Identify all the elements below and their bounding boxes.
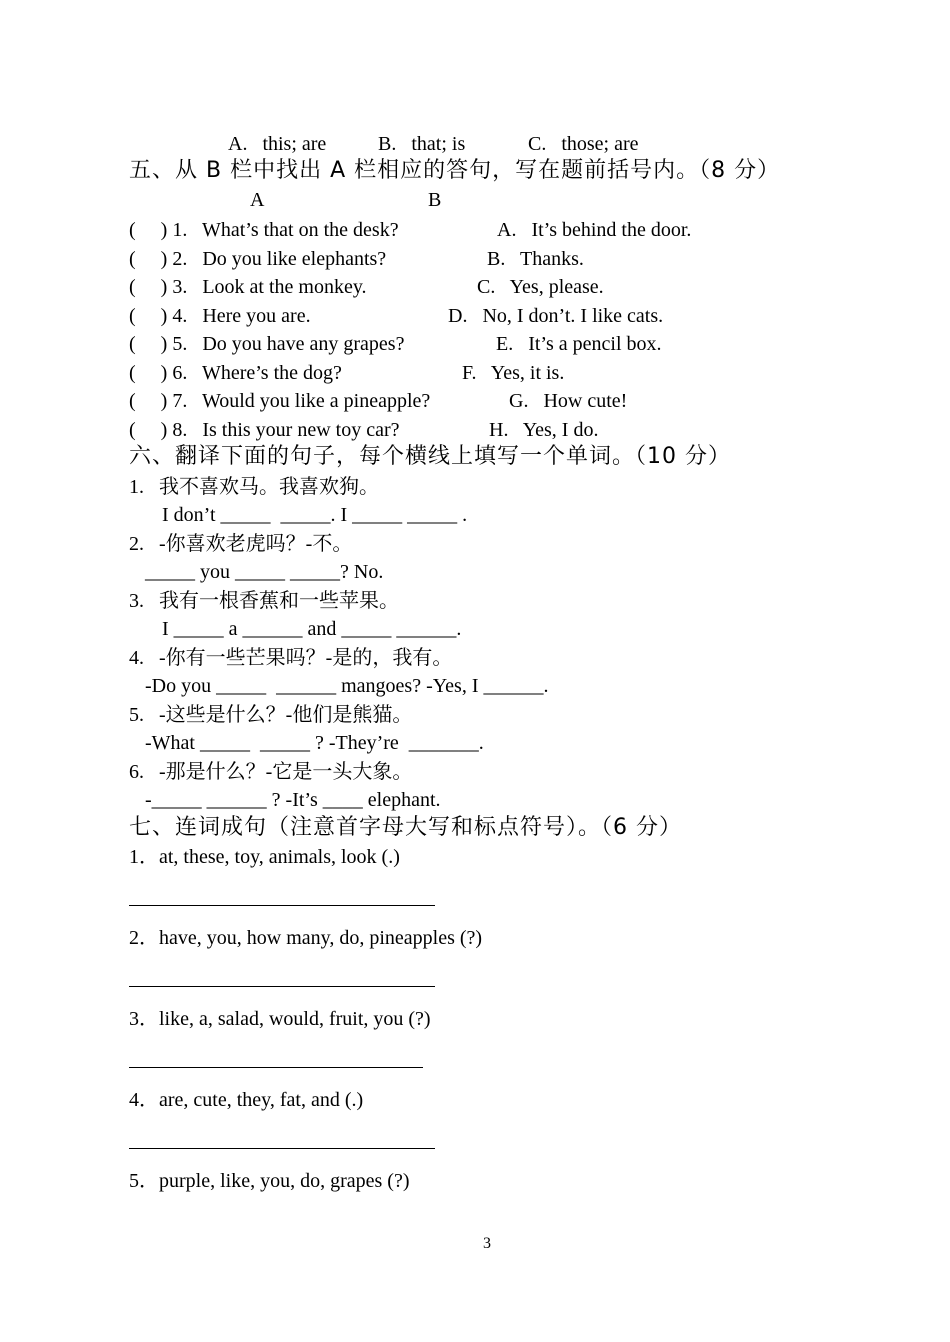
match-question: ( ) 7. Would you like a pineapple? — [129, 390, 431, 412]
match-answer: A. It’s behind the door. — [497, 219, 692, 241]
translate-blank-line: I don’t _____ _____. I _____ _____ . — [162, 504, 468, 526]
answer-line — [129, 986, 435, 987]
match-question: ( ) 2. Do you like elephants? — [129, 248, 387, 270]
match-question: ( ) 8. Is this your new toy car? — [129, 419, 400, 441]
match-answer: D. No, I don’t. I like cats. — [448, 305, 664, 327]
match-answer: G. How cute! — [509, 390, 628, 412]
translate-prompt: 3. 我有一根香蕉和一些苹果。 — [129, 590, 399, 612]
translate-blank-line: -What _____ _____ ? -They’re _______. — [145, 732, 484, 754]
word-order-prompt: 1．at, these, toy, animals, look (.) — [129, 846, 400, 868]
translate-blank-line: -_____ ______ ? -It’s ____ elephant. — [145, 789, 441, 811]
translate-prompt: 5. -这些是什么？-他们是熊猫。 — [129, 704, 413, 726]
match-question: ( ) 5. Do you have any grapes? — [129, 333, 405, 355]
translate-prompt: 2. -你喜欢老虎吗？-不。 — [129, 533, 353, 555]
answer-line — [129, 1067, 423, 1068]
match-answer: E. It’s a pencil box. — [496, 333, 662, 355]
translate-prompt: 6. -那是什么？-它是一头大象。 — [129, 761, 413, 783]
translate-prompt: 4. -你有一些芒果吗？-是的，我有。 — [129, 647, 453, 669]
option-b: B. that; is — [378, 133, 466, 155]
answer-line — [129, 905, 435, 906]
match-question: ( ) 6. Where’s the dog? — [129, 362, 342, 384]
section7-heading: 七、连词成句（注意首字母大写和标点符号）。（6 分） — [129, 815, 682, 840]
translate-blank-line: -Do you _____ ______ mangoes? -Yes, I ______. — [145, 675, 549, 697]
translate-blank-line: I _____ a ______ and _____ ______. — [162, 618, 462, 640]
word-order-prompt: 4．are, cute, they, fat, and (.) — [129, 1089, 364, 1111]
match-answer: C. Yes, please. — [477, 276, 604, 298]
match-answer: H. Yes, I do. — [489, 419, 599, 441]
word-order-prompt: 3．like, a, salad, would, fruit, you (?) — [129, 1008, 431, 1030]
word-order-prompt: 2．have, you, how many, do, pineapples (?) — [129, 927, 483, 949]
match-question: ( ) 4. Here you are. — [129, 305, 311, 327]
page-number: 3 — [483, 1235, 491, 1252]
match-answer: B. Thanks. — [487, 248, 584, 270]
section5-heading: 五、从 B 栏中找出 A 栏相应的答句，写在题前括号内。（8 分） — [129, 158, 781, 183]
answer-line — [129, 1148, 435, 1149]
word-order-prompt: 5．purple, like, you, do, grapes (?) — [129, 1170, 410, 1192]
option-c: C. those; are — [528, 133, 639, 155]
option-a: A. this; are — [228, 133, 327, 155]
column-a-label: A — [250, 189, 265, 211]
match-answer: F. Yes, it is. — [462, 362, 565, 384]
match-question: ( ) 3. Look at the monkey. — [129, 276, 367, 298]
translate-blank-line: _____ you _____ _____? No. — [145, 561, 384, 583]
column-b-label: B — [428, 189, 442, 211]
match-question: ( ) 1. What’s that on the desk? — [129, 219, 399, 241]
translate-prompt: 1. 我不喜欢马。我喜欢狗。 — [129, 476, 379, 498]
section6-heading: 六、翻译下面的句子，每个横线上填写一个单词。（10 分） — [129, 444, 731, 469]
